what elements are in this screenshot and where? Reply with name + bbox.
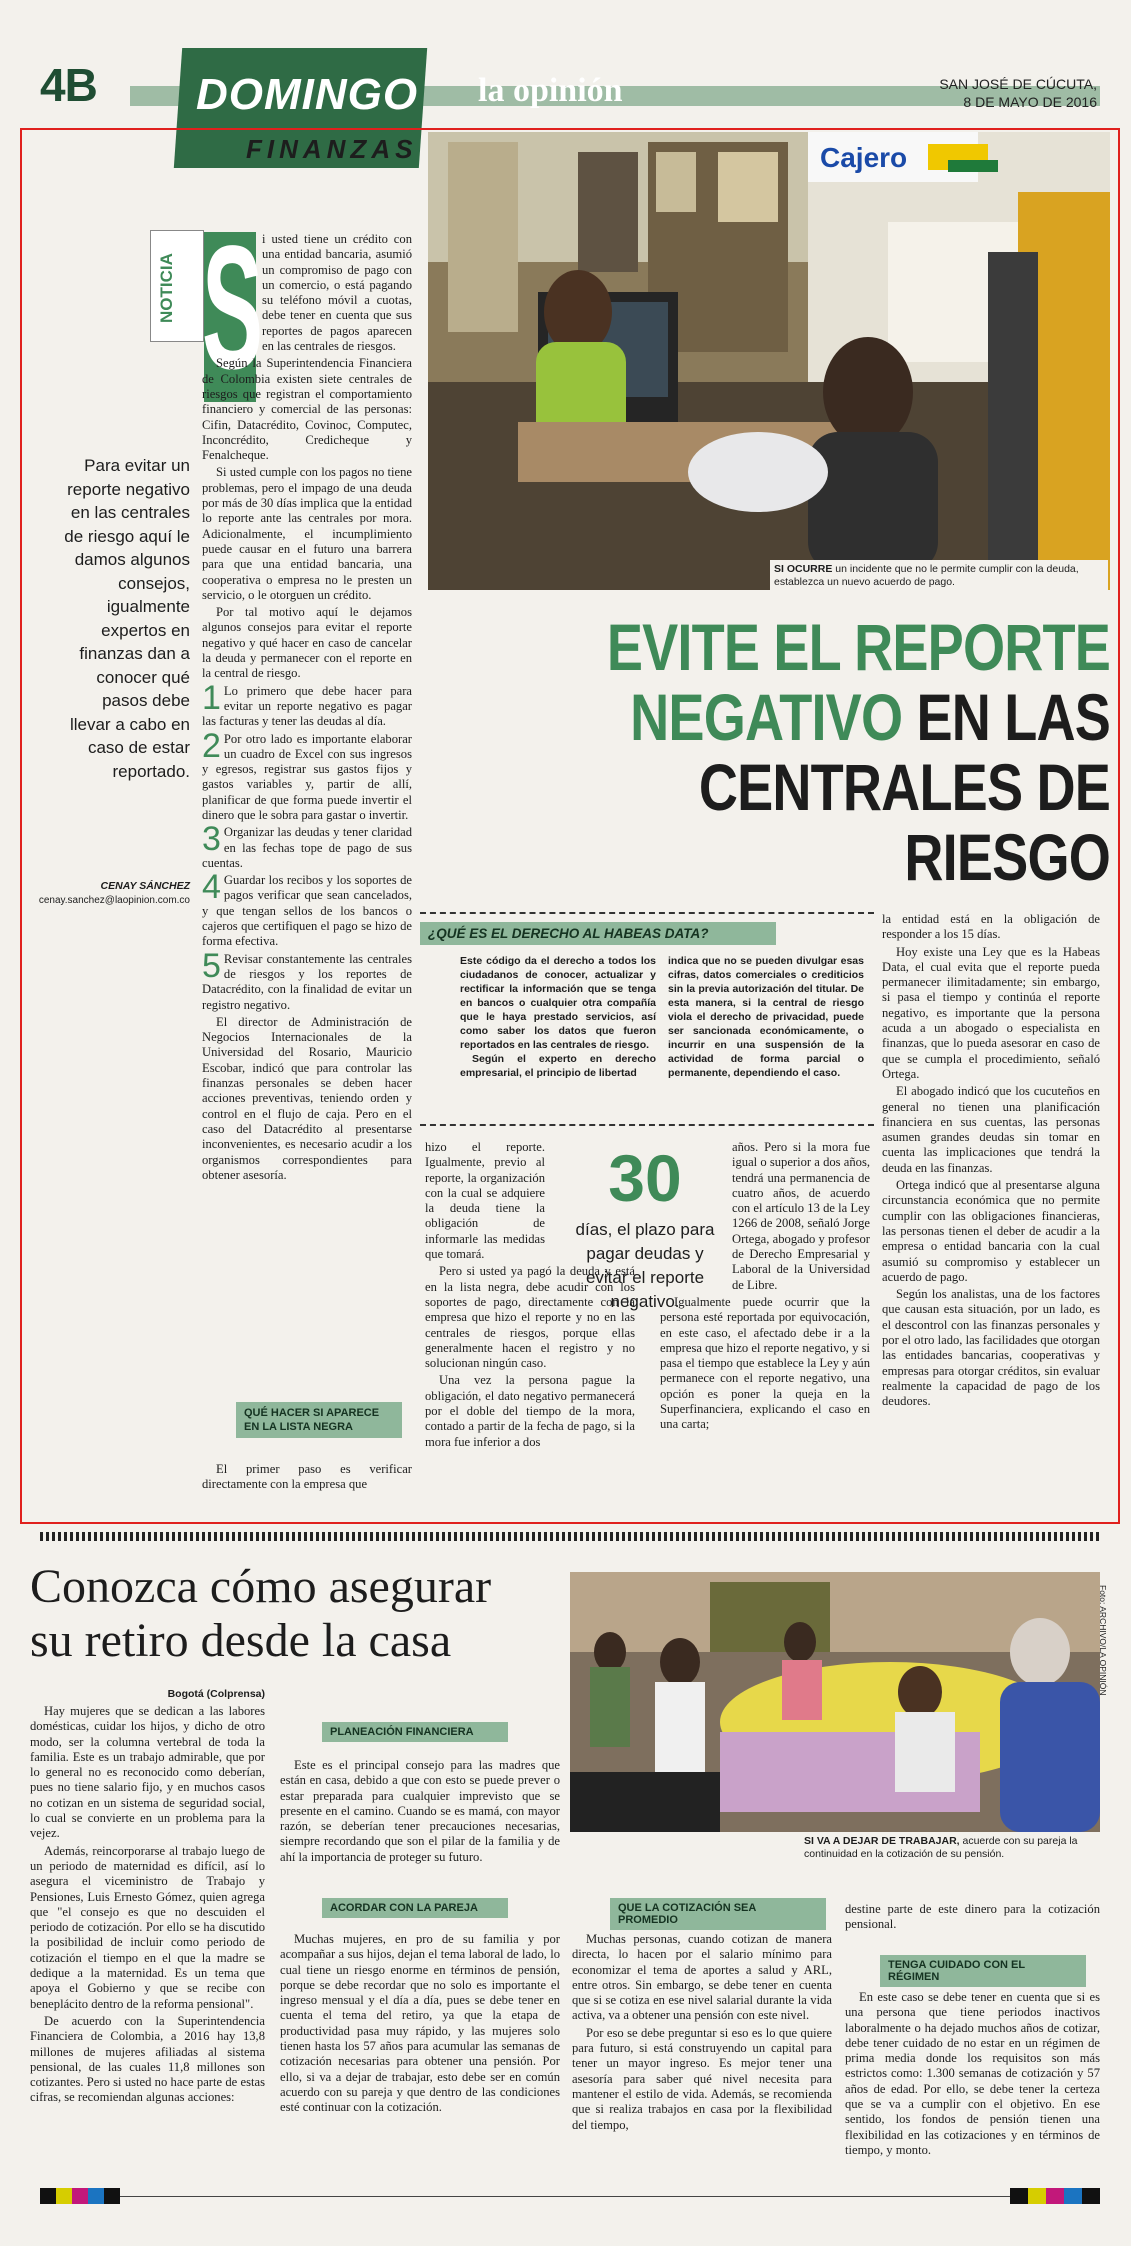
paragraph: años. Pero si la mora fue igual o superior a dos años, tendrá una permanencia de cuatro años, de acuerdo con el artículo 13 de la Ley 1266 de 2008, señaló Jorge Ortega, abogado y profesor de Derecho Empresarial y Laboral de la Universidad de Libre.	[732, 1140, 870, 1292]
paragraph: El director de Administración de Negocios Internacionales de la Universidad del Rosario, Mauricio Escobar, indicó que para controlar las finanzas personales se deben hacer acciones preventivas, teniendo orden y control en el flujo de caja. Pero en el caso del Datacrédito al presentarse inconvenientes, es necesario acudir a los organismos correspondientes para obtener asesoría.	[202, 1014, 412, 1182]
paragraph: Por eso se debe preguntar si eso es lo que quiere para futuro, si está construyendo un capital para tener un mayor ingreso. Es mejor tener una asesoría para saber qué nivel necesita para mantener el estilo de vida. Además, se recomienda que si realiza trabajos en casa por la flexibilidad del tiempo,	[572, 2025, 832, 2132]
paragraph: Hoy existe una Ley que es la Habeas Data, el cual evita que el reporte pueda permanecer ilimitadamente; sin embargo, si pasa el tiempo y continúa el reporte negativo, es importante que la persona acuda a un abogado o especialista en finanzas, que lo pueda asesorar en caso de que se cumpla el procedimiento, señaló Ortega.	[882, 944, 1100, 1081]
paragraph: El primer paso es verificar directamente con la empresa que	[202, 1462, 412, 1492]
subhead-regimen: TENGA CUIDADO CON EL RÉGIMEN	[880, 1955, 1086, 1987]
tip-text: Revisar constantemente las centrales de riesgos y los reportes de Datacrédito, con la finalidad de evitar un registro negativo.	[202, 951, 412, 1012]
subhead-cotizacion: QUE LA COTIZACIÓN SEA PROMEDIO	[610, 1898, 826, 1930]
paragraph: En este caso se debe tener en cuenta que si es una persona que tiene periodos inactivos laboralmente o ha dejado muchos años de cotizar, debe tener cuidado de no estar en un régimen de prima media donde los requisitos son más estrictos como: 1.300 semanas de cotización y 57 años de edad. Por ello, se debe tener la certeza que se va a cumplir con el objetivo. En ese sentido, los fondos de pensión tienen una flexibilidad en las cotizaciones y en términos de tiempo, y monto.	[845, 1990, 1100, 2157]
subhead-planeacion: PLANEACIÓN FINANCIERA	[322, 1722, 508, 1742]
headline-line-2: su retiro desde la casa	[30, 1614, 452, 1667]
author-email: cenay.sanchez@laopinion.com.co	[38, 895, 190, 906]
paragraph: El abogado indicó que los cucuteños en general no tienen una planificación financiera en sus cuentas, las personas asumen grandes deudas sin tomar en cuenta las implicaciones que tendrá la deuda en las finanzas.	[882, 1084, 1100, 1175]
photo2-caption	[800, 1833, 1108, 1863]
bottom-rule	[120, 2196, 1010, 2197]
story1-column-4	[882, 912, 1100, 1412]
paragraph: Además, reincorporarse al trabajo luego de un periodo de maternidad es difícil, así lo asegura el viceministro de Trabajo y Pensiones, Luis Ernesto Gómez, quien agrega que "el consejo es que no descuiden el periodo de cotización. Por ello se ha discutido la posibilidad de incluir como periodo de cotización el tiempo en el que la madre se dedique a la maternidad. Es un tema que apoya el Gobierno y que se recibe con beneplácito dentro de la reforma pensional".	[30, 1843, 265, 2011]
subhead-lista-negra: QUÉ HACER SI APARECE EN LA LISTA NEGRA	[236, 1402, 402, 1438]
tip-text: Lo primero que debe hacer para evitar un reporte negativo es pagar las facturas y tener las deudas al día.	[202, 683, 412, 729]
story2-column-1	[30, 1704, 265, 2108]
cashier-photo-art	[428, 132, 1110, 590]
story1-column-1	[202, 232, 412, 1185]
tip-2	[202, 726, 412, 824]
dateline-date: 8 DE MAYO DE 2016	[963, 94, 1097, 110]
story1-headline	[420, 612, 1110, 892]
paragraph: Si usted cumple con los pagos no tiene problemas, pero el impago de una deuda por más de 30 días implica que la entidad lo reporte ante las centrales por mora. Adicionalmente, el incumplimiento puede causar en el futuro una barrera para que una entidad bancaria, una cooperativa o empresa no le presten un servicio, o le otorguen un crédito.	[202, 465, 412, 602]
paragraph: i usted tiene un crédito con una entidad bancaria, asumió un compromiso de pago con un comercio, o está pagando su teléfono móvil a cuotas, debe tener en cuenta que sus reportes de pagos aparecen en las centrales de riesgos.	[262, 232, 412, 354]
paragraph: hizo el reporte. Igualmente, previo al reporte, la organización con la cual se adquiere la deuda tiene la obligación de informarle las medidas que tomará.	[425, 1140, 545, 1262]
story2-headline	[30, 1560, 590, 1668]
tip-number: 1	[202, 678, 221, 717]
sewing-photo-art	[570, 1572, 1100, 1832]
tip-number: 4	[202, 868, 221, 907]
print-color-bar-right	[1010, 2188, 1100, 2204]
paragraph: Una vez la persona pague la obligación, el dato negativo permanecerá por el doble del tiempo de la mora, contado a partir de la fecha de pago, si la mora fue inferior a dos	[425, 1373, 635, 1449]
tip-4	[202, 868, 412, 949]
paragraph: Según los analistas, una de los factores que causan esta situación, por un lado, es el descontrol con las finanzas personales y por el otro lado, las facilidades que otorgan las entidades bancarias, cooperativas y empresas para otorgar créditos, sin evaluar realmente la capacidad de pago de los deudores.	[882, 1287, 1100, 1409]
tip-text: Organizar las deudas y tener claridad en las fechas tope de pago de sus cuentas.	[202, 825, 412, 870]
habeas-text: Según el experto en derecho empresarial, el principio de libertad	[460, 1053, 656, 1079]
story2-column-4b	[845, 1990, 1100, 2160]
print-color-bar-left	[40, 2188, 120, 2204]
headline-word-green: NEGATIVO	[630, 680, 903, 754]
tip-text: Por otro lado es importante elaborar un cuadro de Excel con sus ingresos y egresos, registrar sus gastos fijos y gastos variables y, partir de allí, planificar de que forma puede invertir el dinero que le sobra para gastar o invertir.	[202, 731, 412, 822]
tip-number: 5	[202, 946, 221, 985]
tip-number: 3	[202, 820, 221, 859]
habeas-title: ¿QUÉ ES EL DERECHO AL HABEAS DATA?	[420, 922, 776, 945]
caption-text: acuerde con su pareja la continuidad en la cotización de su pensión.	[804, 1835, 1078, 1860]
caption-lead: SI VA A DEJAR DE TRABAJAR,	[804, 1835, 960, 1847]
tip-3	[202, 820, 412, 871]
story2-column-4a	[845, 1902, 1100, 1935]
section-divider	[40, 1532, 1100, 1541]
paragraph: Este es el principal consejo para las madres que están en casa, debido a que con esto se puede prever o estar preparada para cualquier imprevisto que se presente en el camino. Cuando se es mamá, con mayor razón, se deberían tener precauciones necesarias, siempre recordando que son el pilar de la familia y de ahí la importancia de proteger su futuro.	[280, 1758, 560, 1864]
habeas-box	[420, 912, 874, 1126]
habeas-col-2: indica que no se pueden divulgar esas cifras, datos comerciales o crediticios sin la previa autorización del titular. De esta manera, si la central de riesgo viola el derecho de privacidad, puede ser sancionada económicamente, o incurrir en una suspensión de la actividad de forma parcial o permanente, dependiendo el caso.	[668, 955, 864, 1079]
paragraph: Pero si usted ya pagó la deuda y está en la lista negra, debe acudir con los soportes de pago, directamente con la empresa que hizo el reporte y no en las centrales de riesgos, porque ellas generalmente hacen el registro y no solucionan ningún caso.	[425, 1264, 635, 1371]
caption-lead: SI OCURRE	[774, 563, 833, 575]
habeas-col-1	[460, 954, 656, 1080]
habeas-text: Este código da el derecho a todos los ciudadanos de conocer, actualizar y rectificar la información que se tenga en bancos o cualquier otra compañía que le haya prestado servicios, así como saber los datos que fueron reportados en las centrales de riesgo.	[460, 955, 656, 1051]
story2-dateline: Bogotá (Colprensa)	[167, 1688, 265, 1700]
subhead-pareja: ACORDAR CON LA PAREJA	[322, 1898, 508, 1918]
stat-number: 30	[608, 1141, 682, 1215]
kicker-text: NOTICIA	[157, 253, 176, 323]
headline-line-3: CENTRALES DE RIESGO	[698, 750, 1110, 894]
author-name: CENAY SÁNCHEZ	[100, 880, 190, 892]
headline-line-2	[544, 682, 1110, 752]
paragraph: Por tal motivo aquí le dejamos algunos consejos para evitar el reporte negativo y qué hacer en caso de cancelar la deuda y permanecer con el reporte en la central de riesgo.	[202, 605, 412, 681]
paragraph: Ortega indicó que al presentarse alguna circunstancia económica que no permite cumplir con las obligaciones financieras, las personas tienen el deber de acudir a la empresa o entidad bancaria con la cual asumió su compromiso y establecer un acuerdo de pago.	[882, 1178, 1100, 1284]
paragraph: la entidad está en la obligación de responder a los 15 días.	[882, 912, 1100, 942]
photo1-caption	[770, 560, 1108, 592]
headline-line-1: EVITE EL REPORTE	[606, 610, 1110, 684]
story1-column-3	[660, 1140, 870, 1435]
story2-column-2a	[280, 1758, 560, 1867]
tip-5	[202, 946, 412, 1013]
photo2-credit: Foto: ARCHIVO/LA OPINIÓN	[1098, 1585, 1108, 1696]
dateline-location: SAN JOSÉ DE CÚCUTA,	[939, 76, 1097, 92]
paragraph: Igualmente puede ocurrir que la persona esté reportada por equivocación, en este caso, el afectado debe ir a la empresa que hizo el reporte negativo, y si pasa el tiempo que establece la Ley y aún permanece con el reporte negativo, una opción es poner la queja en la Superfinanciera, explicando el caso en una carta;	[660, 1294, 870, 1432]
paragraph: Muchas personas, cuando cotizan de manera directa, lo hacen por el salario mínimo para economizar el tema de aportes a salud y ARL, entre otros. Sin embargo, se debe tener en cuenta que si se cotiza en ese nivel salarial durante la vida activa, va a obtener una pensión con este nivel.	[572, 1932, 832, 2023]
newspaper-logo: la opinión	[478, 72, 623, 109]
drop-cap-letter: S	[202, 210, 264, 406]
story-summary: Para evitar un reporte negativo en las centrales de riesgo aquí le damos algunos consejos, igualmente expertos en finanzas dan a conocer qué pasos debe llevar a cabo en caso de estar reportado.	[64, 456, 190, 781]
sewing-photo	[570, 1572, 1100, 1832]
paragraph: Según la Superintendencia Financiera de Colombia existen siete centrales de riesgos que registran el comportamiento financiero y comercial de las personas: Cifin, Datacrédito, Covinoc, Computec, Inconcrédito, Credicheque y Fenalcheque.	[202, 356, 412, 463]
paragraph: destine parte de este dinero para la cotización pensional.	[845, 1902, 1100, 1932]
caption-text: un incidente que no le permite cumplir con la deuda, establezca un nuevo acuerdo de pago.	[774, 563, 1079, 588]
cashier-photo	[428, 132, 1110, 590]
tip-1	[202, 678, 412, 730]
headline-line-1: Conozca cómo asegurar	[30, 1560, 492, 1613]
section-subtitle: FINANZAS	[246, 134, 418, 164]
stat-text: días, el plazo para pagar deudas y evitar el reporte negativo.	[575, 1220, 715, 1311]
tip-text: Guardar los recibos y los soportes de pagos verificar que sean cancelados, y que tengan sellos de los bancos o cajeros que certifiquen el pago se hizo de forma efectiva.	[202, 873, 412, 949]
paragraph: De acuerdo con la Superintendencia Financiera de Colombia, a 2016 hay 13,8 millones de mujeres afiliadas al sistema pensional, de las cuales 11,8 millones son cotizantes. Pero si usted no hace parte de estas cifras, se recomiendan algunas acciones:	[30, 2013, 265, 2105]
headline-word-dark: EN LAS	[916, 680, 1110, 754]
paragraph: Hay mujeres que se dedican a las labores domésticas, cuidar los hijos, y dicho de otro modo, ser la columna vertebral de toda la familia. Este es un trabajo admirable, que por lo general no es reconocido como deberían, pues no tiene salario fijo, y en muchos casos no cotizan en un sistema de seguridad social, lo cual se convierte en un problema para la vejez.	[30, 1704, 265, 1841]
page-number: 4B	[40, 59, 97, 111]
paragraph: Muchas mujeres, en pro de su familia y por acompañar a sus hijos, dejan el tema laboral de lado, lo cual tiene un riesgo enorme en términos de pensión, porque se debe recordar que no solo es importante el ingreso mensual y el día a día, pues se debe tener en cuenta el tema del retiro, ya que la etapa de productividad pasa muy rápido, y las mujeres solo tienen hasta los 57 años para acumular las semanas de cotización necesarias para obtener una pensión. Por ello, si va a dejar de trabajar, esto debe ser en común acuerdo con su pareja y que dentro de las condiciones esté continuar con la cotización.	[280, 1932, 560, 2115]
story2-column-3	[572, 1932, 832, 2135]
tip-number: 2	[202, 726, 221, 765]
section-title: DOMINGO	[196, 70, 419, 119]
kicker-badge	[150, 230, 204, 342]
store-sign: Cajero	[820, 142, 908, 173]
story1-column-1-end	[202, 1462, 412, 1495]
story2-column-2b	[280, 1932, 560, 2118]
